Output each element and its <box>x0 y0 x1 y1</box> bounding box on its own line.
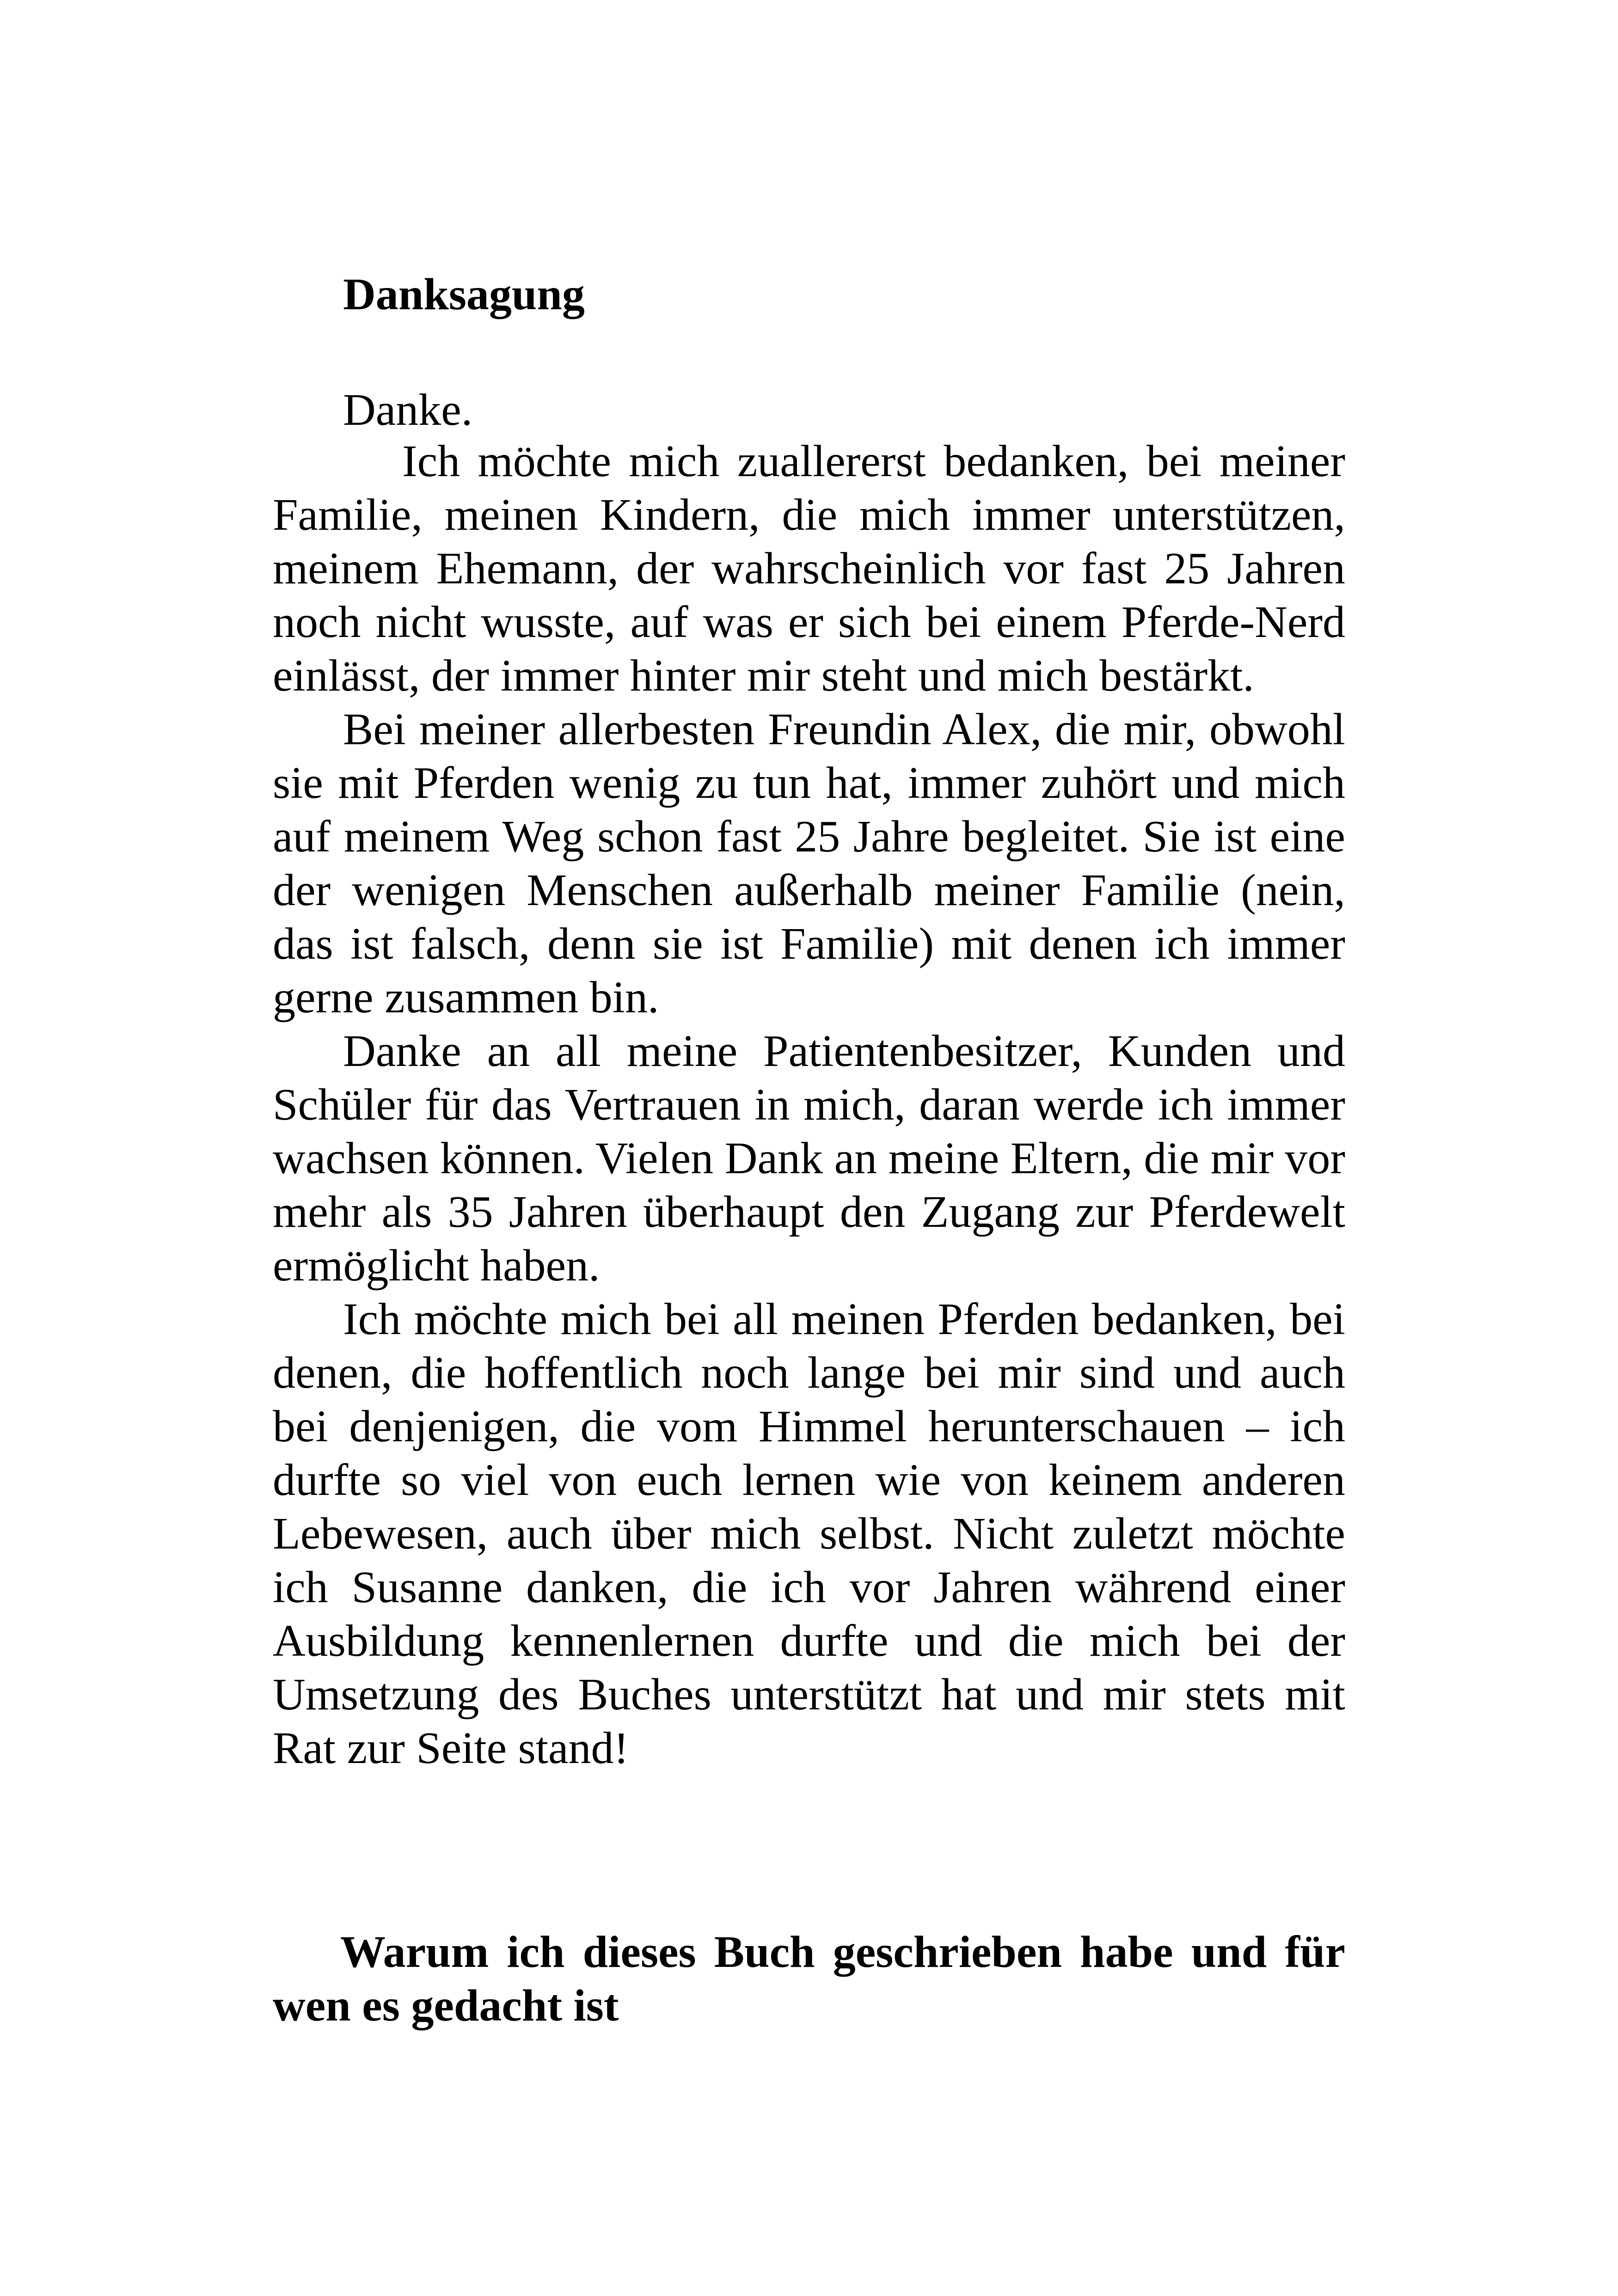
paragraph-friend: Bei meiner allerbesten Freundin Alex, die mir, obwohl sie mit Pferden wenig zu tun hat, immer zuhört und mich auf meinem Weg schon fast 25 Jahre begleitet. Sie ist eine der wenigen Menschen außerhalb meiner Familie (nein, das ist falsch, denn sie ist Familie) mit denen ich immer gerne zusammen bin. <box>273 704 1345 1022</box>
paragraph-horses: Ich möchte mich bei all meinen Pferden bedanken, bei denen, die hoffentlich noch lange bei mir sind und auch bei denjenigen, die vom Himmel herunterschauen – ich durfte so viel von euch lernen wie von keinem anderen Lebewesen, auch über mich selbst. Nicht zuletzt möchte ich Susanne danken, die ich vor Jahren während einer Ausbildung kennenlernen durfte und die mich bei der Umsetzung des Buches unterstützt hat und mir stets mit Rat zur Seite stand! <box>273 1294 1345 1773</box>
paragraph-clients-parents: Danke an all meine Patientenbesitzer, Kunden und Schüler für das Vertrauen in mich, daran werde ich immer wachsen können. Vielen Dank an meine Eltern, die mir vor mehr als 35 Jahren überhaupt den Zugang zur Pferdewelt ermöglicht haben. <box>273 1026 1345 1291</box>
section-heading: Danksagung <box>343 269 585 319</box>
greeting-line: Danke. <box>343 385 473 435</box>
next-section-heading: Warum ich dieses Buch geschrieben habe und für wen es gedacht ist <box>273 1927 1345 2031</box>
paragraph-family: Ich möchte mich zuallererst bedanken, bei meiner Familie, meinen Kindern, die mich immer unterstützen, meinem Ehemann, der wahrscheinlich vor fast 25 Jahren noch nicht wusste, auf was er sich bei einem Pferde-Nerd einlässt, der immer hinter mir steht und mich bestärkt. <box>273 436 1345 701</box>
